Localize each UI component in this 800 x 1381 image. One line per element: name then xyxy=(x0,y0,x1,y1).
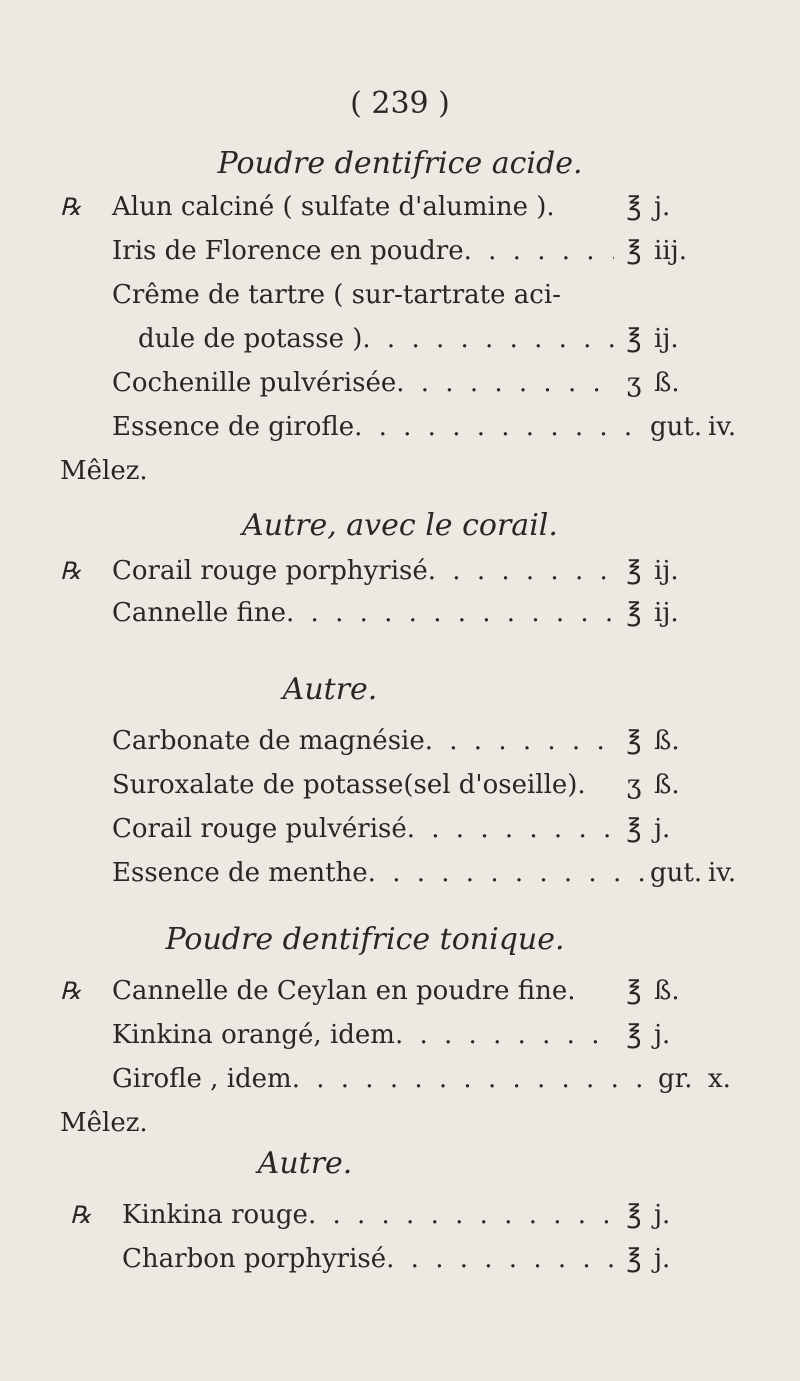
recipe-symbol: ℞ xyxy=(70,1201,92,1229)
ingredient-name: Charbon porphyrisé xyxy=(122,1244,387,1274)
recipe-line xyxy=(60,976,710,1006)
recipe-line xyxy=(112,770,710,800)
recipe-line xyxy=(112,280,710,310)
recipe-line xyxy=(112,726,710,756)
unit-symbol: gr. xyxy=(658,1064,693,1094)
unit-symbol: gut. xyxy=(650,412,703,442)
page-number: ( 239 ) xyxy=(350,86,450,121)
ingredient-amount: ij. xyxy=(654,324,679,354)
ingredient-amount: j. xyxy=(654,1020,671,1050)
recipe-line xyxy=(112,1020,710,1050)
unit-symbol: ℥ xyxy=(626,192,642,222)
unit-symbol: ʒ xyxy=(626,770,642,800)
unit-symbol: gut. xyxy=(650,858,703,888)
recipe-line xyxy=(112,598,710,628)
ingredient-name: Suroxalate de potasse(sel d'oseille). xyxy=(112,770,586,800)
recipe-line xyxy=(138,324,710,354)
ingredient-name: Corail rouge pulvérisé xyxy=(112,814,407,844)
ingredient-name: Corail rouge porphyrisé xyxy=(112,556,428,586)
ingredient-amount: j. xyxy=(654,814,671,844)
ingredient-amount: j. xyxy=(654,1200,671,1230)
ingredient-name: Essence de girofle xyxy=(112,412,355,442)
ingredient-amount: iv. xyxy=(708,858,737,888)
ingredient-name: Cannelle fine xyxy=(112,598,287,628)
recipe-symbol: ℞ xyxy=(60,557,82,585)
unit-symbol: ℥ xyxy=(626,1200,642,1230)
unit-symbol: ℥ xyxy=(626,324,642,354)
ingredient-name: Kinkina rouge xyxy=(122,1200,308,1230)
recipe-line xyxy=(122,1244,710,1274)
unit-symbol: ℥ xyxy=(626,1244,642,1274)
recipe-line xyxy=(112,1064,752,1094)
recipe-line xyxy=(112,858,752,888)
section-title-autre: Autre. xyxy=(257,1146,353,1181)
ingredient-name: Alun calciné ( sulfate d'alumine ). xyxy=(112,192,555,222)
ingredient-amount: iv. xyxy=(708,412,737,442)
section-title-acide: Poudre dentifrice acide. xyxy=(217,146,583,181)
ingredient-name: Kinkina orangé, idem xyxy=(112,1020,395,1050)
ingredient-name: Crême de tartre ( sur-tartrate aci- xyxy=(112,280,561,310)
unit-symbol: ℥ xyxy=(626,1020,642,1050)
instruction-melez: Mêlez. xyxy=(60,456,148,486)
ingredient-name: Iris de Florence en poudre xyxy=(112,236,464,266)
section-title-tonique: Poudre dentifrice tonique. xyxy=(165,922,565,957)
ingredient-amount: ß. xyxy=(654,368,680,398)
unit-symbol: ʒ xyxy=(626,368,642,398)
ingredient-name: Girofle , idem xyxy=(112,1064,292,1094)
ingredient-name: Essence de menthe xyxy=(112,858,368,888)
recipe-line xyxy=(112,368,710,398)
ingredient-amount: iij. xyxy=(654,236,687,266)
ingredient-name: Cochenille pulvérisée xyxy=(112,368,397,398)
recipe-line xyxy=(70,1200,710,1230)
ingredient-amount: j. xyxy=(654,1244,671,1274)
ingredient-amount: ß. xyxy=(654,976,680,1006)
unit-symbol: ℥ xyxy=(626,236,642,266)
ingredient-name: Cannelle de Ceylan en poudre fine. xyxy=(112,976,576,1006)
ingredient-amount: ß. xyxy=(654,770,680,800)
unit-symbol: ℥ xyxy=(626,556,642,586)
recipe-symbol: ℞ xyxy=(60,193,82,221)
unit-symbol: ℥ xyxy=(626,814,642,844)
recipe-line xyxy=(112,814,710,844)
unit-symbol: ℥ xyxy=(626,598,642,628)
ingredient-name: dule de potasse ) xyxy=(138,324,363,354)
instruction-melez: Mêlez. xyxy=(60,1108,148,1138)
recipe-line xyxy=(112,412,752,442)
section-title-corail: Autre, avec le corail. xyxy=(242,508,558,543)
recipe-line xyxy=(60,556,710,586)
ingredient-amount: ij. xyxy=(654,598,679,628)
ingredient-amount: j. xyxy=(654,192,671,222)
ingredient-amount: ij. xyxy=(654,556,679,586)
recipe-symbol: ℞ xyxy=(60,977,82,1005)
ingredient-amount: x. xyxy=(708,1064,731,1094)
section-title-autre: Autre. xyxy=(282,672,378,707)
ingredient-name: Carbonate de magnésie xyxy=(112,726,425,756)
unit-symbol: ℥ xyxy=(626,726,642,756)
recipe-line xyxy=(60,192,710,222)
ingredient-amount: ß. xyxy=(654,726,680,756)
unit-symbol: ℥ xyxy=(626,976,642,1006)
recipe-line xyxy=(112,236,710,266)
